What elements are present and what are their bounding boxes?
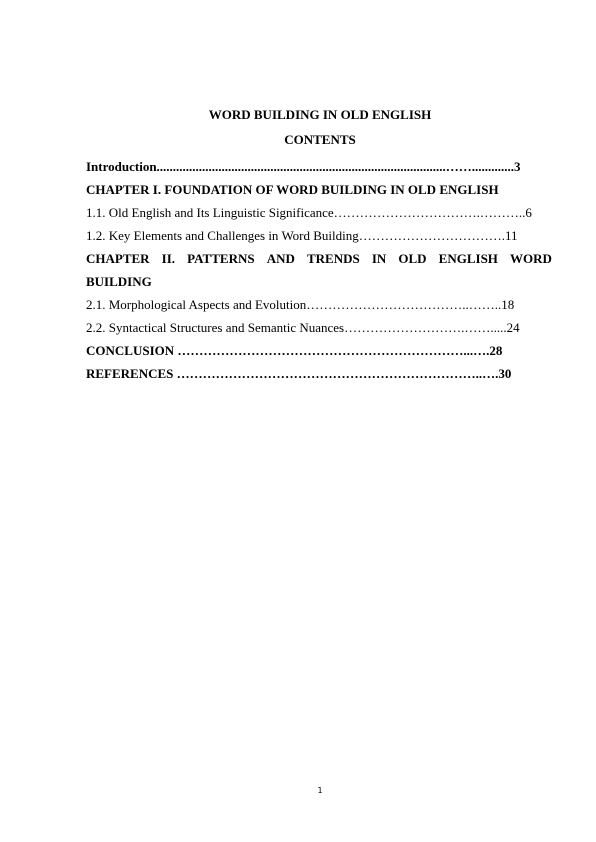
toc-item-1-2[interactable]: 1.2. Key Elements and Challenges in Word Building…………………………….11 [86,228,518,243]
toc-chapter-2[interactable] [86,247,552,270]
toc-chapter-2-word: CHAPTER [86,251,150,266]
toc-item-2-2[interactable]: 2.2. Syntactical Structures and Semantic Nuances……………………….…….....24 [86,320,520,335]
contents-heading: CONTENTS [284,132,356,147]
toc-references[interactable]: REFERENCES ……………………………………………………………..….30 [86,366,512,381]
toc-item-1-1[interactable]: 1.1. Old English and Its Linguistic Significance…………………………….………..6 [86,205,532,220]
toc-item-2-1[interactable]: 2.1. Morphological Aspects and Evolution………………………………..……..18 [86,297,515,312]
toc-chapter-2-word: IN [371,251,387,266]
toc-chapter-2-word: ENGLISH [438,251,498,266]
toc-chapter-2-word: PATTERNS [187,251,255,266]
toc-introduction[interactable]: Introduction.........................................................................................…….............3 [86,159,521,174]
toc-chapter-2-continued[interactable]: BUILDING [86,274,152,289]
toc-chapter-2-word: TRENDS [306,251,360,266]
toc-chapter-2-word: WORD [510,251,552,266]
toc-chapter-2-word: OLD [398,251,427,266]
toc-conclusion[interactable]: CONCLUSION …………………………………………………………...….28 [86,343,503,358]
toc-chapter-2-word: AND [266,251,295,266]
toc-chapter-1[interactable]: CHAPTER I. FOUNDATION OF WORD BUILDING IN OLD ENGLISH [86,182,499,197]
toc-chapter-2-word: II. [161,251,176,266]
document-title: WORD BUILDING IN OLD ENGLISH [208,107,432,122]
page-number: 1 [317,786,323,795]
table-of-contents [86,155,552,385]
